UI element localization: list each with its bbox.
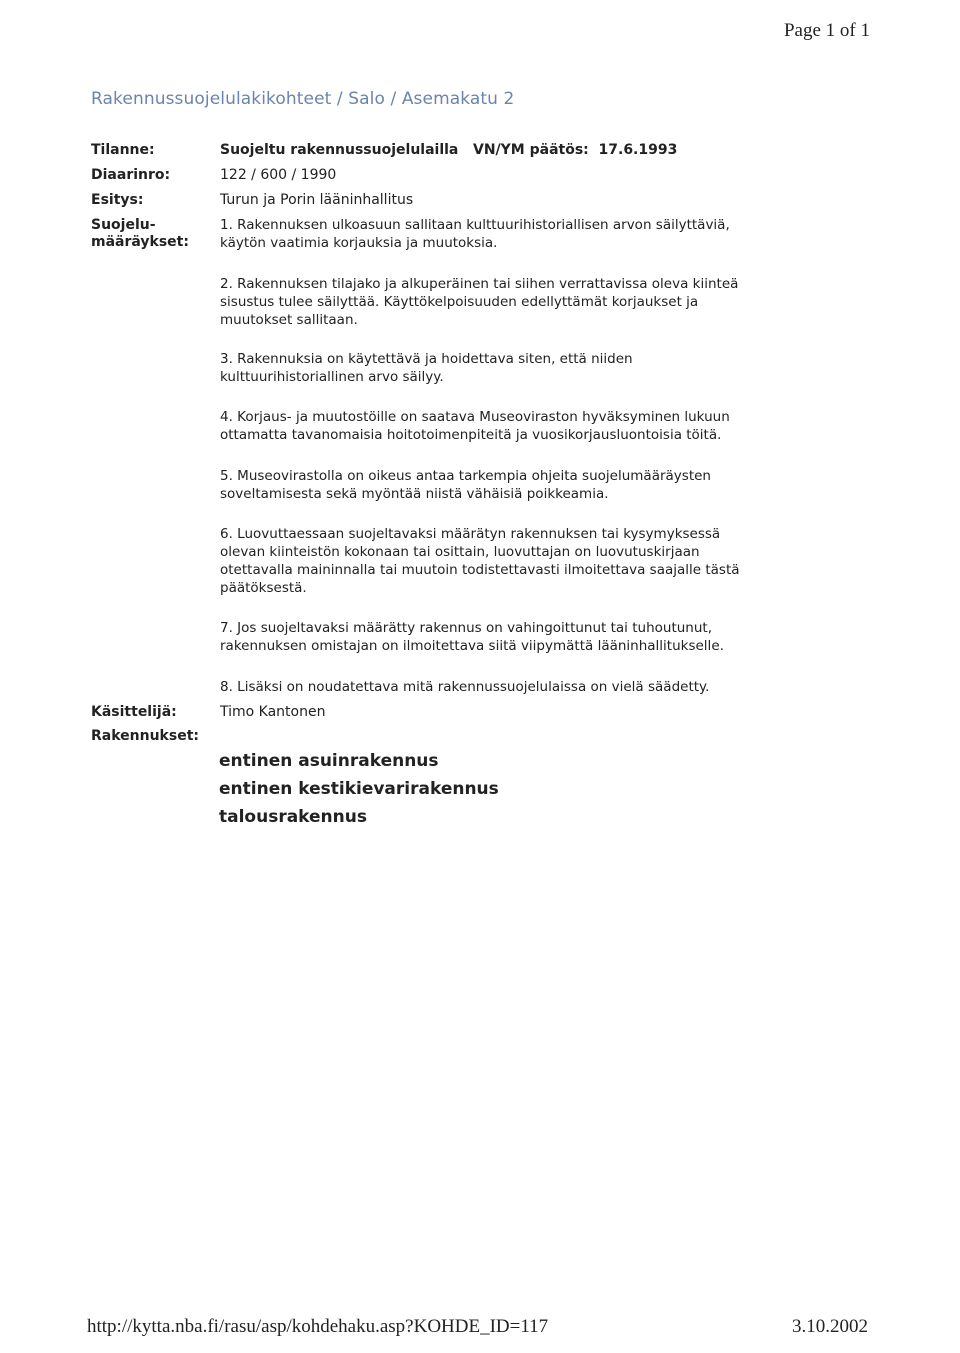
regulation-item: 3. Rakennuksia on käytettävä ja hoidettava siten, että niiden kulttuurihistoriallinen arvo säilyy.	[220, 351, 633, 385]
suojelu-label-line1: Suojelu-	[91, 217, 156, 233]
footer-date: 3.10.2002	[792, 1316, 868, 1337]
diaarinro-value: 122 / 600 / 1990	[220, 167, 337, 183]
regulation-item: 4. Korjaus- ja muutostöille on saatava Museoviraston hyväksyminen lukuun ottamatta tavanomaisia hoitotoimenpiteitä ja vuosikorjausluontoisia töitä.	[220, 409, 730, 443]
esitys-label: Esitys:	[91, 192, 144, 208]
rakennukset-label: Rakennukset:	[91, 728, 199, 744]
regulation-item: 5. Museovirastolla on oikeus antaa tarkempia ohjeita suojelumääräysten soveltamisesta sekä myöntää niistä vähäisiä poikkeamia.	[220, 468, 711, 502]
regulation-item: 1. Rakennuksen ulkoasuun sallitaan kulttuurihistoriallisen arvon säilyttäviä, käytön vaatimia korjauksia ja muutoksia.	[220, 217, 730, 251]
kasittelija-label: Käsittelijä:	[91, 704, 177, 720]
tilanne-value: Suojeltu rakennussuojelulailla VN/YM päätös: 17.6.1993	[220, 142, 678, 158]
esitys-value: Turun ja Porin lääninhallitus	[220, 192, 414, 208]
regulation-item: 2. Rakennuksen tilajako ja alkuperäinen tai siihen verrattavissa oleva kiinteä sisustus tulee säilyttää. Käyttökelpoisuuden edellyttämät korjaukset ja muutokset sallitaan.	[220, 276, 739, 328]
building-item: talousrakennus	[219, 807, 367, 827]
regulation-item: 8. Lisäksi on noudatettava mitä rakennussuojelulaissa on vielä säädetty.	[220, 679, 710, 695]
regulation-item: 7. Jos suojeltavaksi määrätty rakennus on vahingoittunut tai tuhoutunut, rakennuksen omistajan on ilmoitettava siitä viipymättä lääninhallitukselle.	[220, 620, 724, 654]
building-item: entinen kestikievarirakennus	[219, 779, 499, 799]
building-item: entinen asuinrakennus	[219, 751, 439, 771]
kasittelija-value: Timo Kantonen	[220, 704, 326, 720]
regulation-item: 6. Luovuttaessaan suojeltavaksi määrätyn rakennuksen tai kysymyksessä olevan kiinteistön kokonaan tai osittain, luovuttajan on luovutuskirjaan otettavalla maininnalla tai muutoin todistettavasti ilmoitettava saajalle tästä päätöksestä.	[220, 526, 740, 596]
footer-url: http://kytta.nba.fi/rasu/asp/kohdehaku.asp?KOHDE_ID=117	[87, 1316, 549, 1337]
suojelu-label-line2: määräykset:	[91, 234, 189, 250]
tilanne-label: Tilanne:	[91, 142, 155, 158]
document-title: Rakennussuojelulakikohteet / Salo / Asemakatu 2	[91, 89, 515, 109]
diaarinro-label: Diaarinro:	[91, 167, 171, 183]
page-number: Page 1 of 1	[783, 20, 870, 41]
